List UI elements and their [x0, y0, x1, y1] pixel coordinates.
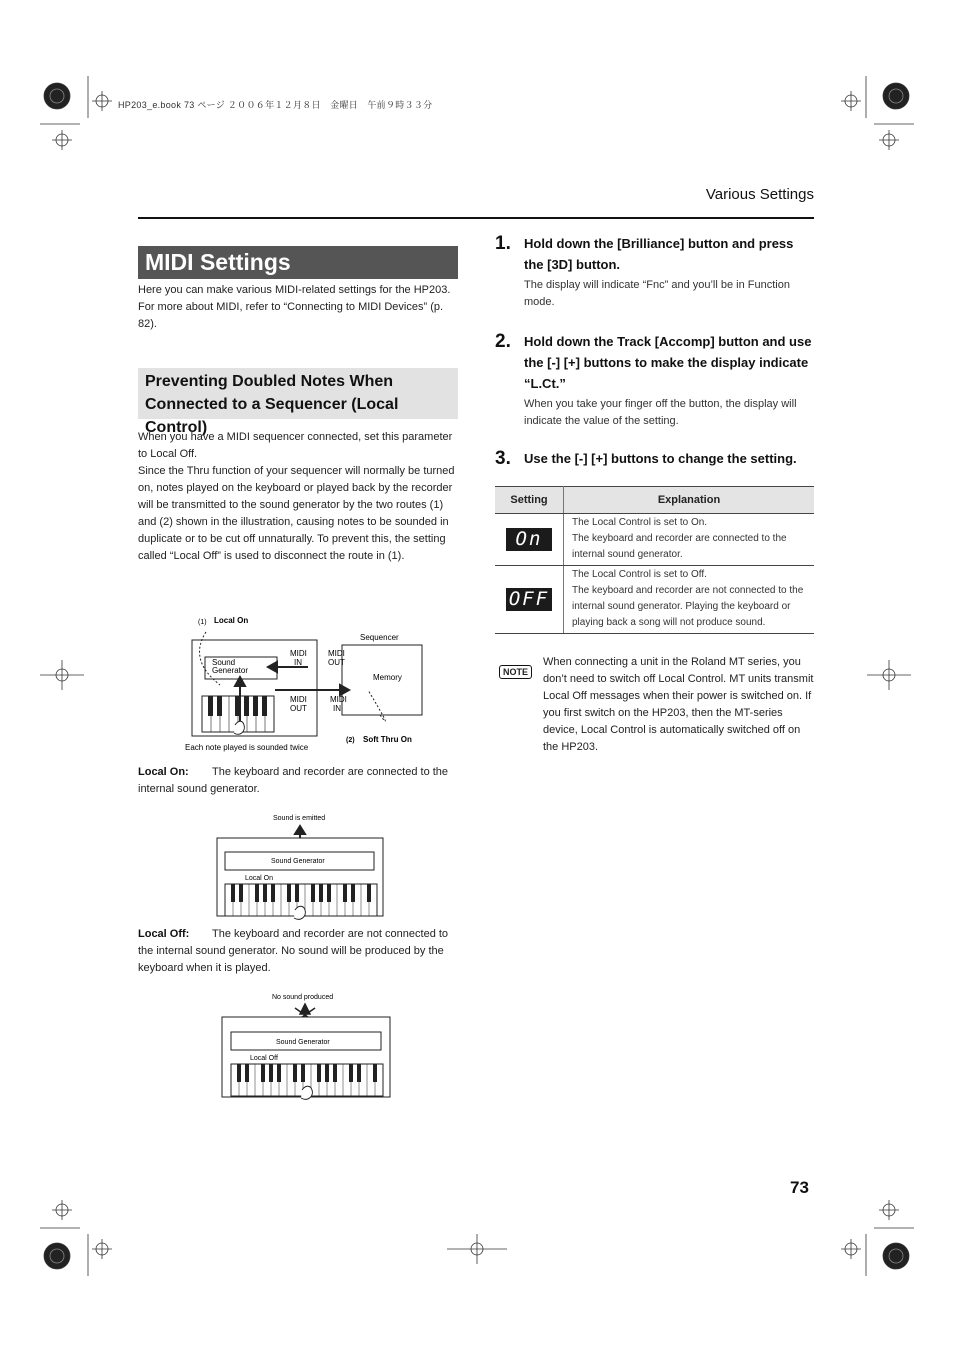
diagram-local-control [180, 610, 430, 755]
local-off-desc: The keyboard and recorder are not connected to the internal sound generator. No sound will be produced by the keyboard when it is played. [138, 928, 449, 974]
d1-caption: Each note played is sounded twice [185, 743, 309, 752]
sub-para-line: Since the Thru function of your sequencer will normally be turned on, notes played on the keyboard or played back by the recorder will be transmitted to the sound generator by the two routes (1) and (2) shown in the illustration, causing notes to be sounded in duplicate or to be cut off unnaturally. To prevent this, the setting called “Local Off” is used to disconnect the route in (1). [138, 465, 455, 562]
step-title: the [3D] button. [524, 257, 621, 272]
d1-seq-out-2: OUT [328, 658, 345, 667]
section-label: Various Settings [705, 186, 814, 203]
d1-midi-in-2: IN [294, 658, 302, 667]
d1-midi-out-1: MIDI [290, 695, 307, 704]
d1-sequencer: Sequencer [360, 633, 399, 642]
d2-box: Sound Generator [271, 858, 325, 865]
table-row [495, 566, 814, 634]
sub-para-line: When you have a MIDI sequencer connected, set this parameter to Local Off. [138, 431, 453, 460]
row-line: The keyboard and recorder are not connected to the internal sound generator. Playing the keyboard or playing back a song will not produce sound. [572, 585, 804, 628]
d1-sg1: Sound [212, 658, 236, 667]
local-on-term: Local On: [138, 766, 189, 778]
subheading [138, 368, 458, 436]
intro [138, 282, 458, 333]
row-line: The Local Control is set to Off. [572, 569, 707, 580]
step-title: Use the [-] [+] buttons to change the setting. [524, 451, 797, 466]
diagram-local-off [221, 990, 393, 1100]
step-number: 2. [495, 331, 511, 352]
step-title: Hold down the [Brilliance] button and press [524, 236, 794, 251]
step-desc: The display will indicate “Fnc” and you’ll be in Function mode. [524, 279, 790, 308]
d3-label: Local Off [250, 1055, 278, 1062]
d1-label1: Local On [214, 616, 249, 625]
table-row [495, 514, 814, 566]
step-desc: When you take your finger off the button, the display will indicate the value of the setting. [524, 398, 797, 427]
row-line: The Local Control is set to On. [572, 517, 708, 528]
d1-seq-out-1: MIDI [328, 649, 345, 658]
step-number: 1. [495, 233, 511, 254]
step-number: 3. [495, 448, 511, 469]
header-rule [138, 217, 814, 219]
lcd-display: OFF [506, 588, 552, 611]
d1-label2-num: (2) [346, 737, 355, 744]
diagram-local-on [216, 810, 388, 925]
step-title: “L.Ct.” [524, 376, 566, 391]
step-2 [495, 331, 815, 430]
step-title: the [-] [+] buttons to make the display indicate [524, 355, 809, 370]
intro-line: Here you can make various MIDI-related settings for the HP203. [138, 284, 451, 296]
table-header: Explanation [564, 487, 815, 514]
d2-label: Local On [245, 875, 274, 882]
page-title: MIDI Settings [138, 246, 458, 279]
sub-paragraph [138, 429, 458, 565]
row-line: The keyboard and recorder are connected to the internal sound generator. [572, 533, 787, 560]
d1-seq-in-1: MIDI [330, 695, 347, 704]
d1-label1-num: (1) [198, 619, 207, 626]
intro-line: For more about MIDI, refer to “Connecting to MIDI Devices” (p. 82). [138, 301, 444, 330]
d2-top: Sound is emitted [273, 815, 326, 822]
table-header: Setting [495, 487, 564, 514]
subheading-line: Preventing Doubled Notes When [145, 373, 394, 390]
d1-sg2: Generator [212, 666, 249, 675]
local-on-desc: The keyboard and recorder are connected to the internal sound generator. [138, 766, 449, 795]
d3-top: No sound produced [272, 994, 334, 1001]
local-on-definition [138, 764, 458, 798]
d3-box: Sound Generator [276, 1039, 330, 1046]
note-badge: NOTE [499, 665, 532, 679]
step-title: Hold down the Track [Accomp] button and use [524, 334, 812, 349]
print-header: HP203_e.book 73 ページ ２００６年１２月８日 金曜日 午前９時３３分 [118, 100, 433, 110]
settings-table [495, 486, 814, 634]
lcd-display: On [506, 528, 552, 551]
d1-midi-out-2: OUT [290, 704, 307, 713]
d1-seq-in-2: IN [333, 704, 341, 713]
page-number: 73 [790, 1178, 809, 1197]
d1-label2: Soft Thru On [363, 735, 412, 744]
local-off-term: Local Off: [138, 928, 190, 940]
step-1 [495, 233, 815, 311]
table-header-row [495, 487, 814, 514]
step-3 [495, 448, 815, 469]
local-off-definition [138, 926, 458, 977]
d1-midi-in-1: MIDI [290, 649, 307, 658]
note-text: When connecting a unit in the Roland MT series, you don’t need to switch off Local Control. MT units transmit Local Off messages when their power is switched on. If you first switch on the HP203, then the MT-series device, Local Control is automatically switched off on the HP203. [543, 656, 814, 753]
d1-memory: Memory [373, 673, 402, 682]
subheading-line: Connected to a Sequencer (Local Control) [145, 396, 399, 436]
